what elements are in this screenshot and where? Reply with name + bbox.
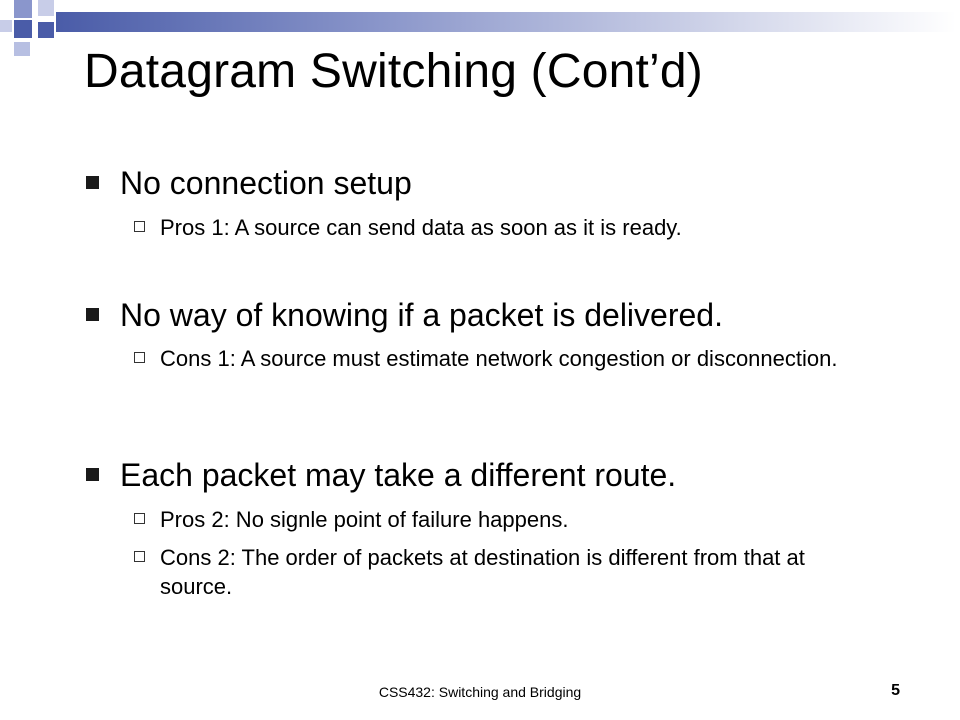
slide-footer [0,680,960,704]
bullet-text: No connection setup [120,165,412,201]
square-bullet-icon [86,468,99,481]
bullet-text: No way of knowing if a packet is delivered. [120,297,723,333]
hollow-square-bullet-icon [134,551,145,562]
hollow-square-bullet-icon [134,513,145,524]
sub-bullet-item [160,543,880,601]
footer-text: CSS432: Switching and Bridging [378,684,582,700]
sub-bullet-text: Pros 1: A source can send data as soon as it is ready. [160,215,682,240]
sub-bullet-text: Cons 2: The order of packets at destination is different from that at source. [160,545,805,599]
page-number: 5 [891,682,900,699]
bullet-item [120,297,723,333]
sub-bullet-text: Cons 1: A source must estimate network congestion or disconnection. [160,346,838,371]
slide-title: Datagram Switching (Cont’d) [84,45,703,98]
hollow-square-bullet-icon [134,352,145,363]
bullet-item [120,457,676,493]
hollow-square-bullet-icon [134,221,145,232]
sub-bullet-item [160,213,880,242]
square-bullet-icon [86,176,99,189]
sub-bullet-text: Pros 2: No signle point of failure happens. [160,507,569,532]
bullet-item [120,165,412,201]
bullet-text: Each packet may take a different route. [120,457,677,493]
square-bullet-icon [86,308,99,321]
sub-bullet-item [160,344,840,373]
sub-bullet-item [160,505,880,534]
